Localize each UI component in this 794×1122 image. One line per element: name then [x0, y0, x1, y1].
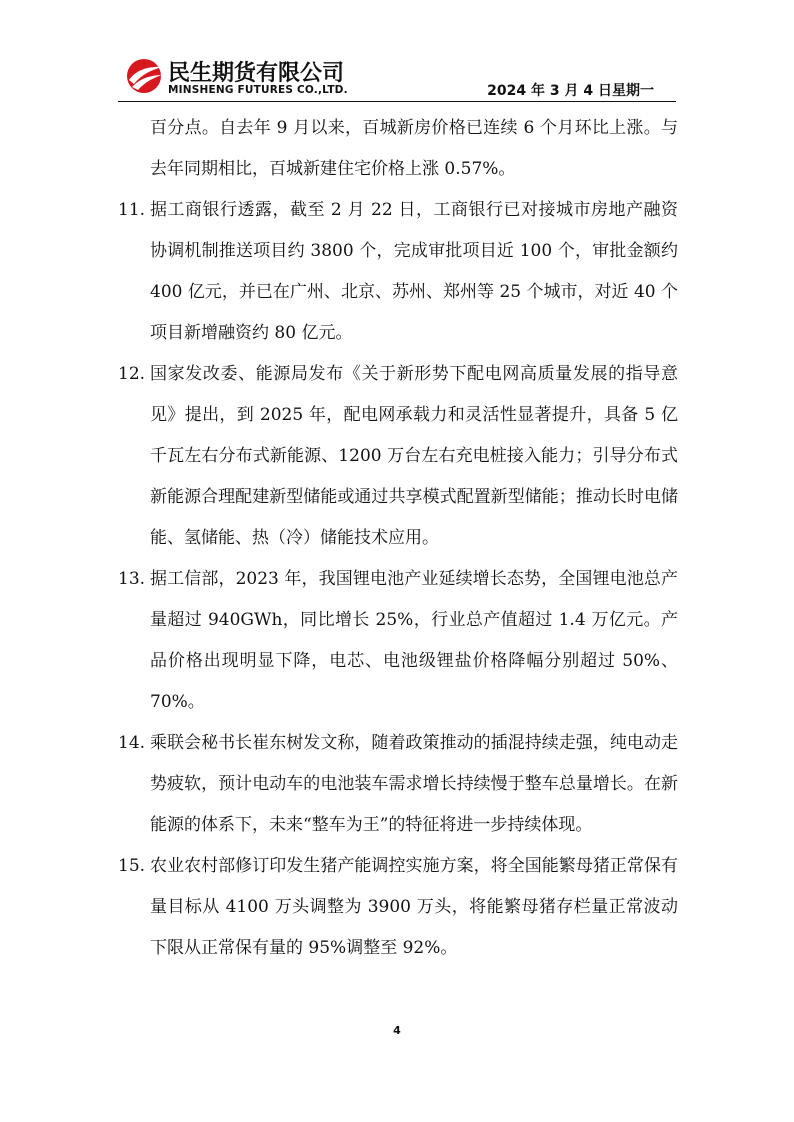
list-item — [118, 559, 678, 723]
list-item-number: 11. — [118, 200, 146, 220]
list-item-text: 据工商银行透露，截至 2 月 22 日，工商银行已对接城市房地产融资协调机制推送项目约 3800 个，完成审批项目近 100 个，审批金额约 400 亿元，并已在广州、北京、苏州、郑州等 25 个城市，对近 40 个项目新增融资约 80 亿元。 — [150, 200, 678, 343]
list-item-text: 农业农村部修订印发生猪产能调控实施方案，将全国能繁母猪正常保有量目标从 4100 万头调整为 3900 万头，将能繁母猪存栏量正常波动下限从正常保有量的 95%调整至 92%。 — [150, 856, 678, 958]
continuation-paragraph: 百分点。自去年 9 月以来，百城新房价格已连续 6 个月环比上涨。与去年同期相比，百城新建住宅价格上涨 0.57%。 — [150, 118, 678, 179]
minsheng-logo-icon — [126, 58, 164, 94]
document-body — [118, 108, 678, 969]
list-item — [118, 846, 678, 969]
header-divider — [118, 101, 676, 102]
list-item-number: 13. — [118, 569, 146, 589]
page-header — [0, 0, 794, 110]
company-name-en: MINSHENG FUTURES CO.,LTD. — [168, 84, 348, 96]
company-name-cn: 民生期货有限公司 — [168, 61, 345, 86]
list-item-number: 14. — [118, 733, 146, 753]
list-item — [118, 723, 678, 846]
list-item-text: 国家发改委、能源局发布《关于新形势下配电网高质量发展的指导意见》提出，到 2025 年，配电网承载力和灵活性显著提升，具备 5 亿千瓦左右分布式新能源、1200 万台左右充电桩接入能力；引导分布式新能源合理配建新型储能或通过共享模式配置新型储能；推动长时电储能、氢储能、热（冷）储能技术应用。 — [150, 364, 678, 548]
list-item — [118, 354, 678, 559]
page-number: 4 — [393, 1024, 401, 1037]
list-item-text: 据工信部，2023 年，我国锂电池产业延续增长态势，全国锂电池总产量超过 940GWh，同比增长 25%，行业总产值超过 1.4 万亿元。产品价格出现明显下降，电芯、电池级锂盐价格降幅分别超过 50%、70%。 — [150, 569, 678, 712]
list-item — [118, 190, 678, 354]
list-item-text: 乘联会秘书长崔东树发文称，随着政策推动的插混持续走强，纯电动走势疲软，预计电动车的电池装车需求增长持续慢于整车总量增长。在新能源的体系下，未来“整车为王”的特征将进一步持续体现。 — [150, 733, 678, 835]
list-item-number: 12. — [118, 364, 146, 384]
list-item-number: 15. — [118, 856, 146, 876]
report-date: 2024 年 3 月 4 日星期一 — [487, 83, 654, 99]
